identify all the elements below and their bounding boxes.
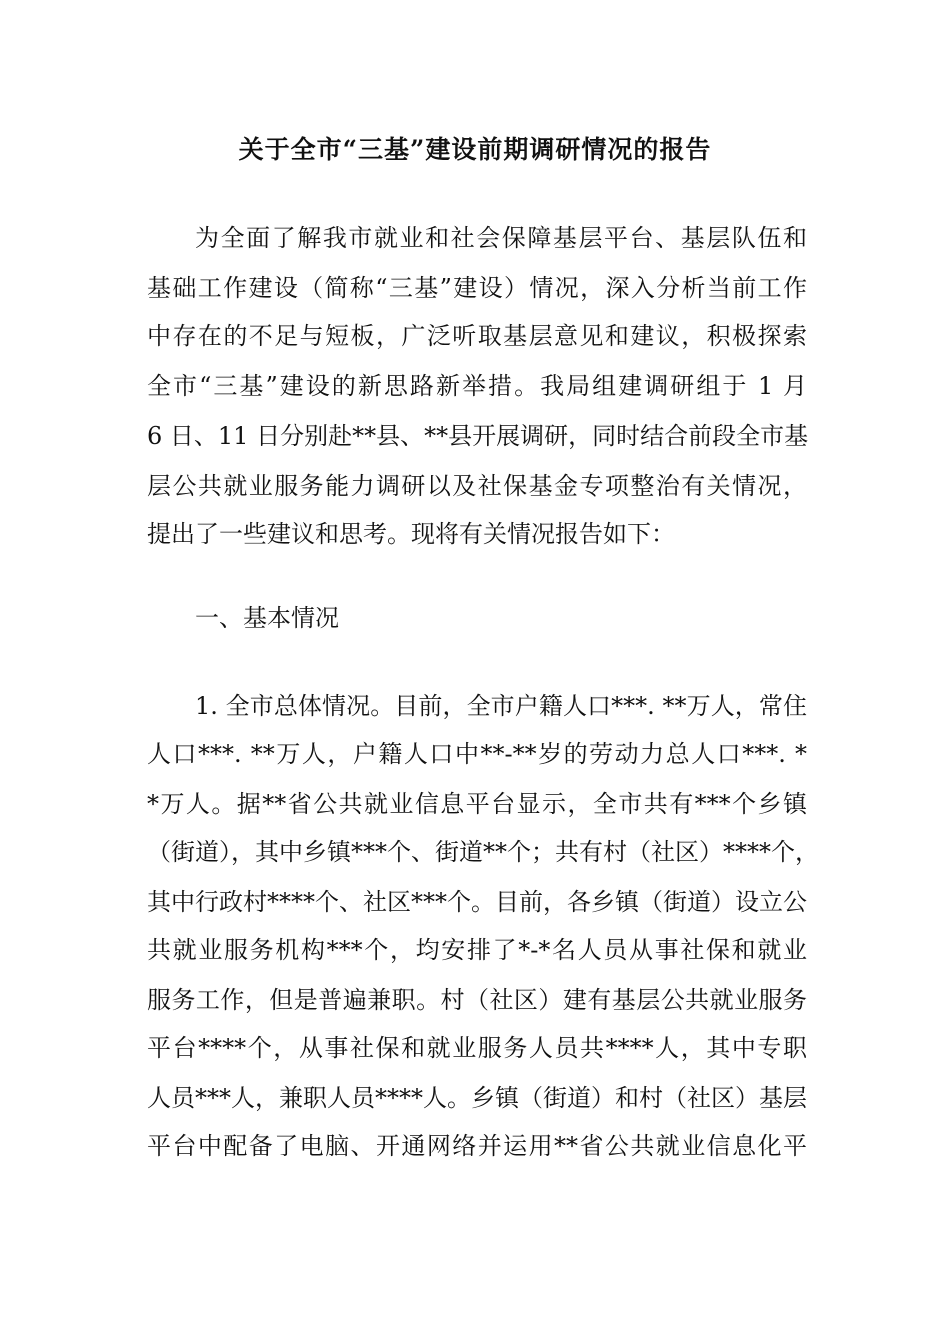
section-line: 人员***人，兼职人员****人。乡镇（街道）和村（社区）基层 — [147, 1084, 807, 1112]
section-line: （街道），其中乡镇***个、街道**个；共有村（社区）****个， — [147, 838, 819, 866]
intro-line: 为全面了解我市就业和社会保障基层平台、基层队伍和 — [195, 224, 807, 252]
document-title: 关于全市“三基”建设前期调研情况的报告 — [238, 135, 712, 164]
section-line: 平台****个，从事社保和就业服务人员共****人，其中专职 — [147, 1034, 807, 1062]
section-line: 人口***. **万人，户籍人口中**-**岁的劳动力总人口***. * — [147, 740, 807, 768]
intro-line: 提出了一些建议和思考。现将有关情况报告如下： — [147, 520, 675, 548]
intro-line: 中存在的不足与短板，广泛听取基层意见和建议，积极探索 — [147, 322, 807, 350]
section-heading: 一、基本情况 — [195, 604, 339, 632]
section-line: 平台中配备了电脑、开通网络并运用**省公共就业信息化平 — [147, 1132, 807, 1160]
intro-line: 全市“三基”建设的新思路新举措。我局组建调研组于 1 月 — [147, 372, 807, 400]
section-line: 其中行政村****个、社区***个。目前，各乡镇（街道）设立公 — [147, 888, 807, 916]
section-line: 1. 全市总体情况。目前，全市户籍人口***. **万人，常住 — [195, 692, 807, 720]
intro-line: 6 日、11 日分别赴**县、**县开展调研，同时结合前段全市基 — [147, 422, 809, 450]
section-line: 共就业服务机构***个，均安排了*-*名人员从事社保和就业 — [147, 936, 807, 964]
intro-line: 基础工作建设（简称“三基”建设）情况，深入分析当前工作 — [147, 274, 807, 302]
section-line: 服务工作，但是普遍兼职。村（社区）建有基层公共就业服务 — [147, 986, 807, 1014]
intro-line: 层公共就业服务能力调研以及社保基金专项整治有关情况， — [147, 472, 807, 500]
section-line: *万人。据**省公共就业信息平台显示，全市共有***个乡镇 — [147, 790, 807, 818]
